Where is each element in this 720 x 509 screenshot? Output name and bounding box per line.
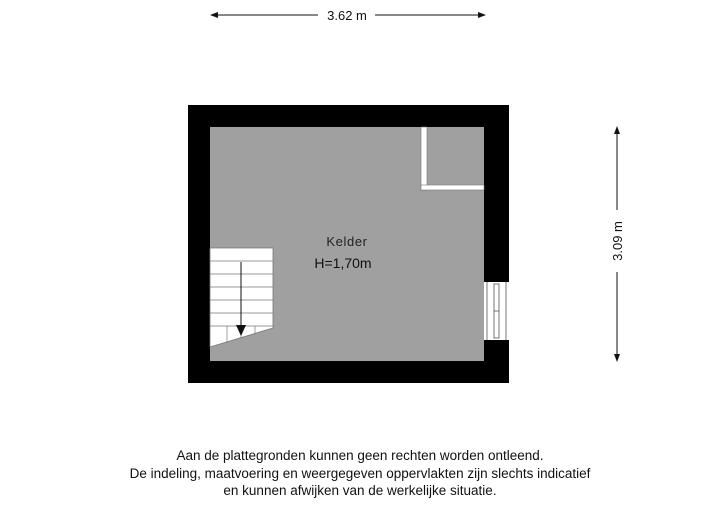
width-dimension: [211, 8, 485, 23]
disclaimer: [0, 447, 720, 500]
depth-dimension-label: 3.09 m: [610, 221, 625, 261]
disclaimer-line-2: De indeling, maatvoering en weergegeven oppervlakten zijn slechts indicatief: [129, 465, 591, 481]
width-dimension-label: 3.62 m: [327, 8, 367, 23]
depth-dimension: [610, 127, 625, 361]
disclaimer-line-3: en kunnen afwijken van de werkelijke situatie.: [223, 483, 497, 498]
room-name: Kelder: [326, 234, 368, 249]
partition-vertical: [421, 127, 427, 190]
disclaimer-line-1: Aan de plattegronden kunnen geen rechten worden ontleend.: [176, 448, 544, 463]
room-height: H=1,70m: [314, 255, 372, 271]
window: [484, 282, 509, 340]
partition-horizontal: [421, 185, 484, 190]
